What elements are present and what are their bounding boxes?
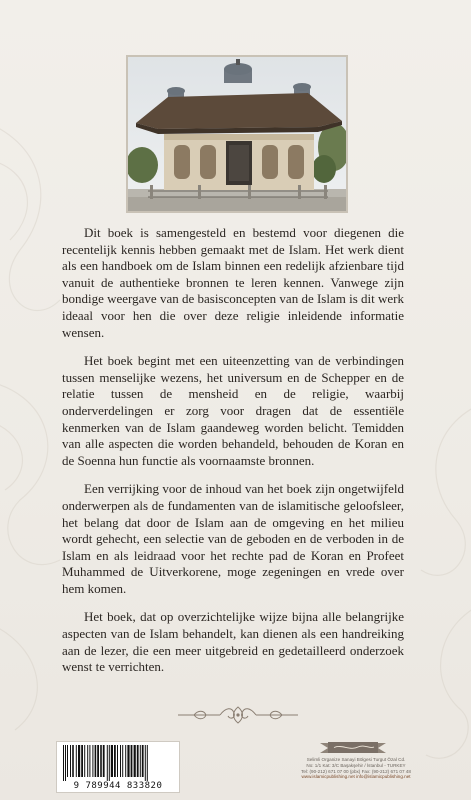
publisher-logo-icon <box>320 741 386 755</box>
blurb-paragraph-2: Het boek begint met een uiteenzetting van de verbindingen tussen menselijke wezens, het universum en de Schepper en de relatie tussen de mensheid en de religie, waarbij onderverdelingen er zorg voor dragen dat de essentiële kenmerken van de Islam gaandeweg worden belicht. Temidden van alle aspecten die worden behandeld, behouden de Koran en de Soenna hun functie als voornaamste bronnen. <box>62 353 404 468</box>
barcode-bar <box>95 745 97 777</box>
barcode-bar <box>137 745 139 777</box>
barcode-bar <box>114 745 116 777</box>
barcode-bar <box>127 745 129 777</box>
barcode-bar <box>67 745 68 777</box>
barcode-bar <box>84 745 85 777</box>
publisher-info <box>268 757 444 780</box>
ottoman-fountain-image <box>128 57 346 211</box>
barcode-bar <box>117 745 118 777</box>
isbn-barcode <box>56 741 180 793</box>
barcode-bar <box>63 745 64 781</box>
barcode-bar <box>147 745 148 781</box>
barcode-bar <box>72 745 74 777</box>
barcode-bar <box>76 745 77 777</box>
decorative-swirl-right <box>411 380 471 800</box>
barcode-bar <box>134 745 136 777</box>
publisher-address-line1: Selimli Organize Sanayi Bölgesi Turgut Özal Cd. <box>306 757 406 762</box>
barcode-bar <box>103 745 105 777</box>
barcode-bar <box>92 745 93 777</box>
barcode-bar <box>140 745 141 777</box>
barcode-bar <box>107 745 108 781</box>
barcode-bar <box>87 745 88 777</box>
barcode-bar <box>145 745 146 781</box>
barcode-bar <box>89 745 90 777</box>
publisher-web: www.islamicpublishing.net info@islamicpublishing.net <box>301 774 411 780</box>
blurb-paragraph-4: Het boek, dat op overzichtelijke wijze bijna alle belangrijke aspecten van de Islam behandelt, kan dienen als een handreiking aan de lezer, die een meer uitgebreid en gedetailleerd onderzoek wenst te verrichten. <box>62 609 404 675</box>
floral-ornament-icon <box>174 704 302 726</box>
barcode-bars <box>61 745 177 781</box>
publisher-address-line2: No: 1/1 Kat: 3/C Başakşehir / İstanbul - TURKEY <box>306 762 406 768</box>
barcode-bar <box>109 745 110 781</box>
barcode-bar <box>111 745 113 777</box>
blurb-paragraph-1: Dit boek is samengesteld en bestemd voor diegenen die recentelijk kennis hebben gemaakt met de Islam. Het werk dient als een handboek om de Islam binnen een redelijk afzienbare tijd vanuit de authentieke bronnen te leren kennen. Vanwege zijn bondige weergave van de basisconcepten van de Islam is dit werk ideaal voor hen die over deze religie inleidende informatie wensen. <box>62 225 404 340</box>
fountain-photo <box>126 55 348 213</box>
barcode-bar <box>100 745 102 777</box>
barcode-bar <box>122 745 123 777</box>
barcode-bar <box>97 745 99 777</box>
blurb-text <box>62 225 404 688</box>
publisher-phone: Tel: (90-212) 671 07 00 (pbx) Fax: (90-212) 671 07 48 <box>301 768 411 774</box>
isbn-number: 9 789944 833820 <box>73 781 163 791</box>
barcode-bar <box>142 745 144 777</box>
barcode-bar <box>125 745 126 777</box>
barcode-bar <box>81 745 83 777</box>
barcode-bar <box>65 745 66 781</box>
barcode-bar <box>120 745 121 777</box>
blurb-paragraph-3: Een verrijking voor de inhoud van het boek zijn ongetwijfeld onderwerpen als de fundamenten van de islamitische geloofsleer, het belang dat door de Islam aan de omgeving en het milieu wordt gehecht, een selectie van de geboden en de verboden in de Islam en als leidraad voor het rechte pad de Koran en Profeet Muhammed de Uitverkorene, moge zegeningen en vrede over hem komen. <box>62 481 404 596</box>
barcode-bar <box>131 745 133 777</box>
barcode-bar <box>78 745 80 777</box>
barcode-bar <box>70 745 71 777</box>
